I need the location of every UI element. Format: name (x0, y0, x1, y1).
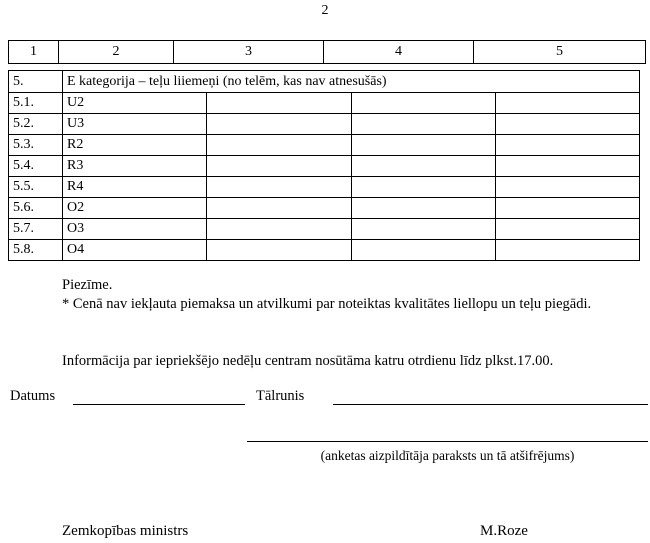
row-code: R3 (63, 156, 207, 177)
note-body: * Cenā nav iekļauta piemaksa un atvilkumi par noteiktas kvalitātes liellopu un teļu piegādi. (62, 296, 592, 312)
phone-input-rule[interactable] (333, 404, 648, 405)
date-label: Datums (10, 388, 56, 404)
table-row (9, 219, 640, 240)
section-title: E kategorija – teļu liiemeņi (no telēm, kas nav atnesušās) (63, 71, 640, 93)
row-cell-col4[interactable] (351, 114, 495, 135)
column-number-3: 3 (174, 41, 324, 64)
row-cell-col5[interactable] (495, 198, 639, 219)
row-number: 5.3. (9, 135, 63, 156)
row-number: 5.6. (9, 198, 63, 219)
row-number: 5.5. (9, 177, 63, 198)
row-cell-col3[interactable] (207, 219, 351, 240)
row-number: 5.7. (9, 219, 63, 240)
row-cell-col3[interactable] (207, 177, 351, 198)
row-cell-col3[interactable] (207, 156, 351, 177)
row-number: 5.1. (9, 93, 63, 114)
row-cell-col3[interactable] (207, 114, 351, 135)
row-cell-col4[interactable] (351, 177, 495, 198)
phone-label: Tālrunis (256, 388, 305, 404)
row-cell-col3[interactable] (207, 198, 351, 219)
table-row (9, 135, 640, 156)
row-cell-col4[interactable] (351, 93, 495, 114)
row-cell-col3[interactable] (207, 240, 351, 261)
note-block (10, 276, 640, 314)
page-number: 2 (321, 3, 329, 18)
table-row (9, 198, 640, 219)
table-row (9, 114, 640, 135)
row-cell-col4[interactable] (351, 219, 495, 240)
note-heading: Piezīme. (62, 277, 113, 293)
table-row (9, 93, 640, 114)
row-code: U2 (63, 93, 207, 114)
minister-footer-row (0, 521, 650, 543)
row-cell-col5[interactable] (495, 177, 639, 198)
signature-fields-row (0, 387, 650, 409)
row-number: 5.2. (9, 114, 63, 135)
column-number-header-table (8, 40, 646, 64)
table-row (9, 156, 640, 177)
column-number-1: 1 (9, 41, 59, 64)
signature-input-rule[interactable] (247, 441, 648, 442)
row-number: 5.4. (9, 156, 63, 177)
minister-title: Zemkopības ministrs (62, 523, 189, 539)
row-code: O4 (63, 240, 207, 261)
row-number: 5.8. (9, 240, 63, 261)
signature-caption: (anketas aizpildītāja paraksts un tā atšifrējums) (320, 448, 575, 463)
table-row (9, 177, 640, 198)
info-paragraph: Informācija par iepriekšējo nedēļu centram nosūtāma katru otrdienu līdz plkst.17.00. (62, 353, 554, 369)
row-code: O3 (63, 219, 207, 240)
row-cell-col4[interactable] (351, 240, 495, 261)
row-cell-col3[interactable] (207, 135, 351, 156)
table-row-section-header (9, 71, 640, 93)
column-number-4: 4 (324, 41, 474, 64)
row-cell-col3[interactable] (207, 93, 351, 114)
column-number-5: 5 (474, 41, 646, 64)
date-input-rule[interactable] (73, 404, 245, 405)
table-row (9, 240, 640, 261)
column-number-2: 2 (59, 41, 174, 64)
row-cell-col5[interactable] (495, 156, 639, 177)
row-cell-col4[interactable] (351, 198, 495, 219)
row-cell-col5[interactable] (495, 219, 639, 240)
category-data-table (8, 70, 640, 261)
row-code: O2 (63, 198, 207, 219)
row-cell-col5[interactable] (495, 135, 639, 156)
table-row (9, 41, 646, 64)
row-code: R2 (63, 135, 207, 156)
row-cell-col5[interactable] (495, 240, 639, 261)
row-cell-col4[interactable] (351, 135, 495, 156)
row-cell-col5[interactable] (495, 114, 639, 135)
row-code: R4 (63, 177, 207, 198)
minister-name: M.Roze (480, 523, 528, 539)
row-code: U3 (63, 114, 207, 135)
row-cell-col5[interactable] (495, 93, 639, 114)
section-number: 5. (9, 71, 63, 93)
row-cell-col4[interactable] (351, 156, 495, 177)
